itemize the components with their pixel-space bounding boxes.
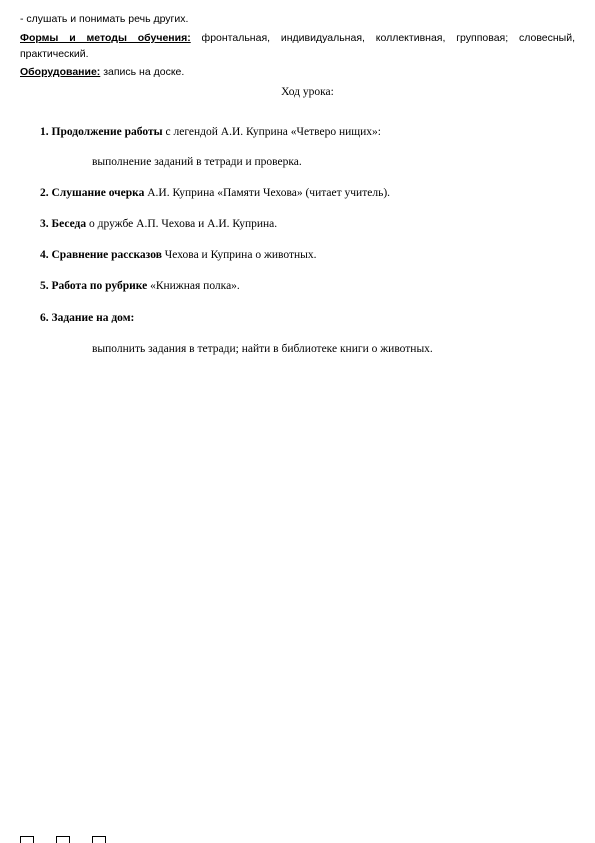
item-text: о дружбе А.П. Чехова и А.И. Куприна. (86, 218, 278, 230)
item-heading: Работа по рубрике (51, 280, 148, 292)
lesson-item-5 (40, 279, 240, 293)
top-line: - слушать и понимать речь других. (20, 13, 189, 25)
lesson-item-4 (40, 248, 317, 262)
item-number: 5. (40, 280, 49, 292)
forms-text: фронтальная, индивидуальная, коллективная, групповая; словесный, практический. (20, 32, 576, 60)
item-number: 2. (40, 187, 49, 199)
lesson-subitem-6: выполнить задания в тетради; найти в библиотеке книги о животных. (92, 343, 433, 355)
item-number: 1. (40, 126, 49, 138)
item-number: 4. (40, 249, 49, 261)
item-heading: Продолжение работы (51, 126, 163, 138)
item-number: 6. (40, 312, 49, 324)
lesson-subitem-1: выполнение заданий в тетради и проверка. (92, 156, 302, 168)
lesson-item-1 (40, 125, 381, 139)
item-text: Чехова и Куприна о животных. (161, 249, 317, 261)
forms-label: Формы и методы обучения: (20, 32, 191, 44)
equipment-text: запись на доске. (100, 66, 185, 78)
lesson-title: Ход урока: (281, 86, 334, 98)
item-heading: Беседа (51, 218, 87, 230)
equipment-line (20, 66, 184, 79)
item-heading: Слушание очерка (51, 187, 145, 199)
item-heading: Сравнение рассказов (51, 249, 162, 261)
forms-methods-paragraph (20, 30, 575, 62)
item-text: «Книжная полка». (147, 280, 240, 292)
lesson-item-6 (40, 311, 134, 325)
lesson-item-2 (40, 186, 390, 200)
item-text: А.И. Куприна «Памяти Чехова» (читает учитель). (144, 187, 391, 199)
item-number: 3. (40, 218, 49, 230)
item-text: с легендой А.И. Куприна «Четверо нищих»: (162, 126, 381, 138)
equipment-label: Оборудование: (20, 66, 101, 78)
lesson-item-3 (40, 217, 277, 231)
item-heading: Задание на дом: (51, 312, 135, 324)
